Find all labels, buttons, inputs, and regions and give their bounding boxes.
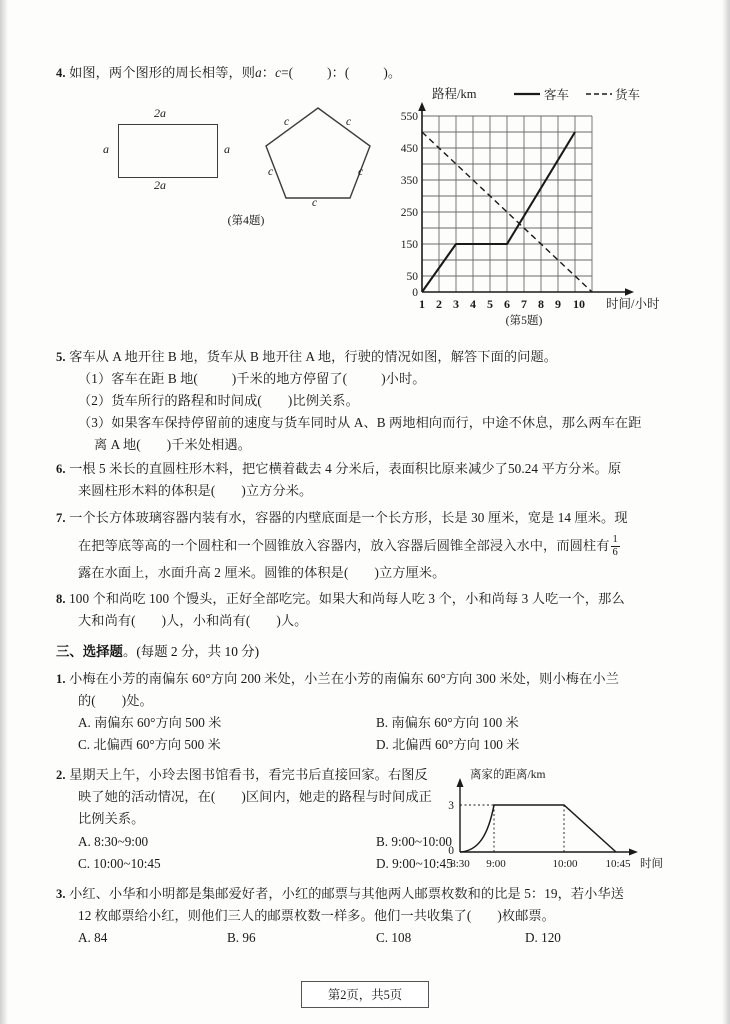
svg-text:5: 5: [487, 297, 493, 311]
choice-3-option-b[interactable]: B. 96: [227, 930, 256, 945]
choice-2-line-2: [56, 786, 468, 808]
minichart-y-tick-0: 0: [448, 845, 454, 857]
choice-2-line-1: [56, 764, 468, 786]
svg-text:7: 7: [521, 297, 527, 311]
section-3-score: 。(每题 2 分，共 10 分): [122, 644, 260, 659]
pentagon-label-1: c: [284, 116, 290, 128]
choice-2-text-block: [56, 764, 468, 830]
svg-text:10: 10: [573, 297, 585, 311]
fraction-denominator: 6: [612, 546, 618, 558]
legend-label-keche: 客车: [544, 88, 570, 102]
choice-1-number: 1.: [56, 672, 66, 686]
question-4-text: 如图，两个图形的周长相等，则: [69, 65, 256, 80]
rectangle-shape: [118, 124, 218, 178]
q8-text-2c: )人。: [276, 613, 308, 628]
q5-p1-a: （1）客车在距 B 地(: [78, 371, 198, 386]
question-4: [56, 62, 674, 84]
choice-2-option-d[interactable]: D. 9:00~10:45: [376, 856, 453, 871]
section-3-prefix: 三: [56, 644, 70, 659]
question-6-number: 6.: [56, 462, 66, 476]
question-4-var-c: c: [275, 65, 282, 80]
q8-text-2a: 大和尚有(: [78, 613, 136, 628]
svg-text:150: 150: [400, 239, 418, 251]
rectangle-label-left: a: [103, 142, 109, 156]
choice-1-option-c[interactable]: C. 北偏西 60°方向 500 米: [78, 737, 221, 752]
svg-text:550: 550: [400, 111, 418, 123]
chart-legend: [514, 87, 641, 102]
svg-text:9: 9: [555, 297, 561, 311]
rectangle-label-bottom: 2a: [154, 178, 166, 192]
choice-3-text-2b: )枚邮票。: [497, 908, 555, 923]
question-8-line-2: [56, 610, 674, 632]
minichart-y-axis-title: 离家的距离/km: [470, 769, 546, 781]
choice-1-text-2b: )处。: [121, 693, 153, 708]
choice-3-options-row: [56, 927, 674, 949]
question-7-line-3: [56, 559, 674, 586]
figure-caption-q4: (第4题): [227, 214, 265, 227]
fraction-numerator: 1: [612, 534, 618, 546]
choice-1-text-1: 小梅在小芳的南偏东 60°方向 200 米处，小兰在小芳的南偏东 60°方向 300 米处，则小梅在小兰: [69, 671, 619, 686]
pentagon-label-4: c: [312, 197, 318, 209]
svg-text:8: 8: [538, 297, 544, 311]
choice-3-line-1: [56, 883, 674, 905]
choice-3-line-2: [56, 905, 674, 927]
question-6-line-1: [56, 458, 674, 480]
y-axis-title: 路程/km: [432, 87, 477, 101]
question-5-part-1: [56, 368, 674, 390]
rectangle-figure: [96, 106, 246, 198]
question-4-colon: ：: [261, 65, 276, 80]
pentagon-label-3: c: [358, 166, 364, 178]
svg-text:250: 250: [400, 207, 418, 219]
choice-1-line-2: [56, 690, 674, 712]
page-edge-right: [722, 0, 730, 1024]
chart-grid: [422, 116, 592, 292]
question-6: [56, 458, 674, 502]
svg-text:3: 3: [453, 297, 459, 311]
chart-axes: [418, 102, 634, 296]
q5-p3-b: 离 A 地(: [94, 437, 141, 452]
question-5-number: 5.: [56, 350, 66, 364]
q5-p2-b: )比例关系。: [287, 393, 359, 408]
question-5: [56, 346, 674, 456]
q8-text-2b: )人，小和尚有(: [161, 613, 251, 628]
choice-3-option-d[interactable]: D. 120: [525, 930, 561, 945]
choice-1-options-row-1: [56, 712, 674, 734]
choice-question-1: [56, 668, 674, 712]
choice-1-option-b[interactable]: B. 南偏东 60°方向 100 米: [376, 715, 519, 730]
svg-text:2: 2: [436, 297, 442, 311]
section-3-title: 、选择题: [69, 644, 123, 659]
x-axis-title: 时间/小时: [606, 297, 660, 311]
choice-1-option-a[interactable]: A. 南偏东 60°方向 500 米: [78, 715, 222, 730]
pentagon-figure: [246, 94, 391, 209]
svg-text:0: 0: [412, 287, 418, 299]
q2-distance-from-home-chart: [434, 764, 674, 876]
choice-2-option-a[interactable]: A. 8:30~9:00: [78, 834, 149, 849]
choice-question-3: [56, 883, 674, 927]
question-4-number: 4.: [56, 66, 66, 80]
question-5-part-3-cont: [56, 434, 674, 456]
q7-text-1: 一个长方体玻璃容器内装有水，容器的内壁底面是一个长方形，长是 30 厘米，宽是 14 厘米。现: [69, 510, 628, 525]
x-axis-tick-labels: [419, 297, 585, 311]
q6-text-1: 一根 5 米长的直圆柱形木料，把它横着截去 4 分米后，表面积比原来减少了50.24 平方分米。原: [69, 461, 622, 476]
minichart-x-tick-3: 10:00: [552, 858, 578, 870]
y-axis-tick-labels: [401, 111, 419, 299]
svg-text:1: 1: [419, 297, 425, 311]
minichart-axes: [457, 778, 639, 856]
svg-text:6: 6: [504, 297, 510, 311]
choice-1-line-1: [56, 668, 674, 690]
question-8: [56, 588, 674, 632]
pentagon-label-2: c: [346, 116, 352, 128]
choice-2-line-3: 比例关系。: [78, 811, 145, 826]
question-5-part-3: [56, 412, 674, 434]
q5-p3-a: （3）如果客车保持停留前的速度与货车同时从 A、B 两地相向而行，中途不休息，那么两车在距: [78, 415, 642, 430]
choice-1-option-d[interactable]: D. 北偏西 60°方向 100 米: [376, 737, 520, 752]
choice-2-option-c[interactable]: C. 10:00~10:45: [78, 856, 161, 871]
svg-text:450: 450: [400, 143, 418, 155]
question-8-line-1: [56, 588, 674, 610]
q6-text-2a: 来圆柱形木料的体积是(: [78, 483, 216, 498]
choice-1-options-row-2: [56, 734, 674, 756]
choice-2-text-2b: )区间内，她走的路程与时间成正: [241, 789, 432, 804]
fraction-one-sixth: [611, 534, 620, 558]
choice-2-number: 2.: [56, 768, 66, 782]
question-4-end: )。: [383, 65, 402, 80]
minichart-y-tick-3: 3: [448, 800, 454, 812]
page-footer: [0, 981, 730, 1008]
svg-text:50: 50: [406, 271, 418, 283]
page-number-label: 第2页，共5页: [301, 981, 429, 1008]
choice-3-option-c[interactable]: C. 108: [376, 930, 412, 945]
q6-text-2b: )立方分米。: [241, 483, 313, 498]
choice-2-text-2a: 映了她的活动情况，在(: [78, 789, 216, 804]
question-7-line-1: [56, 504, 674, 532]
choice-3-text-1: 小红、小华和小明都是集邮爱好者，小红的邮票与其他两人邮票枚数和的比是 5：19，若小华送: [69, 886, 625, 901]
question-8-number: 8.: [56, 592, 66, 606]
rectangle-label-right: a: [224, 142, 230, 156]
q5-p1-b: )千米的地方停留了(: [231, 371, 348, 386]
section-heading-3: [56, 641, 674, 663]
choice-3-number: 3.: [56, 887, 66, 901]
question-4-eq: =(: [281, 65, 294, 80]
question-5-stem-line: [56, 346, 674, 368]
q7-text-2a: 在把等底等高的一个圆柱和一个圆锥放入容器内，放入容器后圆锥全部浸入水中，而圆柱有: [78, 538, 610, 553]
minichart-x-axis-title: 时间: [640, 858, 663, 870]
question-7-line-2: [56, 532, 674, 559]
question-6-line-2: [56, 480, 674, 502]
minichart-series-line: [460, 805, 616, 852]
q7-text-3a: 露在水面上，水面升高 2 厘米。圆锥的体积是(: [78, 565, 349, 580]
choice-1-text-2a: 的(: [78, 693, 96, 708]
question-5-stem: 客车从 A 地开往 B 地，货车从 B 地开往 A 地，行驶的情况如图，解答下面的问题。: [69, 349, 558, 364]
figure-caption-q5: (第5题): [505, 314, 543, 327]
choice-3-text-2a: 12 枚邮票给小红，则他们三人的邮票枚数一样多。他们一共收集了(: [78, 908, 472, 923]
q8-text-1: 100 个和尚吃 100 个馒头，正好全部吃完。如果大和尚每人吃 3 个，小和尚每 3 人吃一个，那么: [69, 591, 625, 606]
minichart-x-tick-1: 8:30: [450, 858, 470, 870]
q7-text-3b: )立方厘米。: [374, 565, 446, 580]
choice-2-text-1: 星期天上午，小玲去图书馆看书，看完书后直接回家。右图反: [69, 767, 428, 782]
pentagon-shape: [246, 94, 391, 206]
question-7: [56, 504, 674, 586]
question-7-number: 7.: [56, 511, 66, 525]
q5-p3-c: )千米处相遇。: [166, 437, 251, 452]
choice-2-option-b[interactable]: B. 9:00~10:00: [376, 834, 453, 849]
page-edge-left: [0, 0, 8, 1024]
svg-text:350: 350: [400, 175, 418, 187]
question-4-mid: )：(: [327, 65, 350, 80]
rectangle-label-top: 2a: [154, 106, 166, 120]
legend-label-huoche: 货车: [615, 88, 641, 102]
minichart-x-tick-4: 10:45: [605, 858, 631, 870]
choice-3-option-a[interactable]: A. 84: [78, 930, 108, 945]
pentagon-label-5: c: [268, 166, 274, 178]
minichart-guides: [460, 805, 564, 852]
question-4-var-a: a: [255, 65, 262, 80]
figure-row: [56, 84, 674, 346]
q5-p2-a: （2）货车所行的路程和时间成(: [78, 393, 262, 408]
svg-text:4: 4: [470, 297, 476, 311]
q5-p1-c: )小时。: [381, 371, 426, 386]
q5-travel-chart: [374, 84, 674, 334]
question-5-part-2: [56, 390, 674, 412]
minichart-x-tick-2: 9:00: [486, 858, 506, 870]
